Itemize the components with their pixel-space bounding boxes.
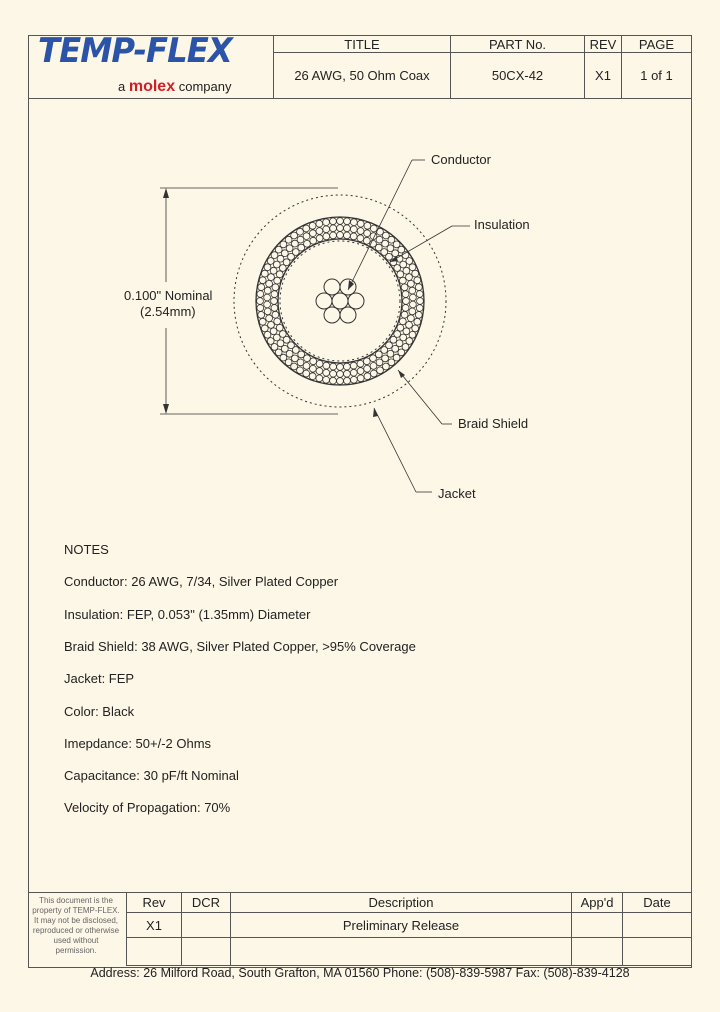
part-no-value: 50CX-42 xyxy=(451,53,585,99)
braid-strand xyxy=(323,219,330,226)
braid-strand xyxy=(370,225,377,232)
braid-strand xyxy=(417,298,424,305)
braid-strand xyxy=(412,270,419,277)
braid-strand xyxy=(316,375,323,382)
braid-strand xyxy=(402,305,409,312)
conductor-strands xyxy=(316,279,364,323)
braid-strand xyxy=(403,328,410,335)
insulation-outline xyxy=(280,241,400,361)
row-rev: X1 xyxy=(127,913,182,938)
note-item: Insulation: FEP, 0.053" (1.35mm) Diameter xyxy=(64,607,311,622)
braid-strand xyxy=(337,364,344,371)
braid-strand xyxy=(276,271,283,278)
braid-strand xyxy=(415,284,422,291)
braid-strand xyxy=(330,370,337,377)
braid-strand xyxy=(409,264,416,271)
braid-strand xyxy=(309,373,316,380)
braid-strand xyxy=(414,277,421,284)
footer-address: Address: 26 Milford Road, South Grafton, MA 01560 Phone: (508)-839-5987 Fax: (508)-839-4128 xyxy=(90,966,630,980)
braid-strand xyxy=(399,318,406,325)
braid-strand xyxy=(272,284,279,291)
braid-strand xyxy=(337,218,344,225)
braid-inner xyxy=(278,239,402,363)
braid-strand xyxy=(316,360,323,367)
braid-strand xyxy=(401,311,408,318)
braid-strand xyxy=(276,324,283,331)
page-header: PAGE xyxy=(622,36,692,53)
braid-strand xyxy=(268,274,275,281)
braid-strand xyxy=(344,232,351,239)
braid-strand xyxy=(344,377,351,384)
braid-strand xyxy=(316,228,323,235)
braid-strand xyxy=(357,368,364,375)
braid-strand xyxy=(261,270,268,277)
braid-strand xyxy=(337,232,344,239)
part-no-header: PART No. xyxy=(451,36,585,53)
braid-strand xyxy=(330,225,337,232)
braid-strand xyxy=(406,274,413,281)
braid-strand xyxy=(344,363,351,370)
braid-strand xyxy=(271,305,278,312)
braid-strand xyxy=(304,240,311,247)
description-col-header: Description xyxy=(231,893,572,913)
dcr-col-header: DCR xyxy=(182,893,231,913)
braid-strand xyxy=(416,305,423,312)
braid-strand xyxy=(266,315,273,322)
jacket-label: Jacket xyxy=(438,486,476,501)
row-appd xyxy=(572,913,623,938)
braid-strand xyxy=(409,331,416,338)
rev-header: REV xyxy=(585,36,622,53)
braid-strand xyxy=(303,370,310,377)
braid-strand xyxy=(370,363,377,370)
braid-strand xyxy=(264,308,271,315)
braid-strand xyxy=(403,267,410,274)
rev-value: X1 xyxy=(585,53,622,99)
braid-strand xyxy=(303,225,310,232)
braid-shield-label: Braid Shield xyxy=(458,416,529,431)
braid-strand xyxy=(351,219,358,226)
braid-strand xyxy=(357,375,364,382)
braid-strand xyxy=(268,322,275,329)
braid-strand xyxy=(261,325,268,332)
tagline-suffix: company xyxy=(178,79,232,94)
note-item: Imepdance: 50+/-2 Ohms xyxy=(64,736,212,751)
title-value: 26 AWG, 50 Ohm Coax xyxy=(274,53,451,99)
row-description: Preliminary Release xyxy=(231,913,572,938)
braid-strand xyxy=(257,291,264,298)
braid-strand xyxy=(364,230,371,237)
braid-leader xyxy=(398,370,442,424)
braid-strand xyxy=(409,287,416,294)
braid-strand xyxy=(410,294,417,301)
braid-strand xyxy=(330,377,337,384)
braid-strand xyxy=(337,371,344,378)
braid-strand xyxy=(264,287,271,294)
braid-strand xyxy=(397,324,404,331)
jacket-leader xyxy=(374,408,416,492)
braid-strand xyxy=(406,258,413,265)
braid-strand xyxy=(309,222,316,229)
braid-strand xyxy=(259,318,266,325)
braid-strand xyxy=(377,367,384,374)
braid-strand xyxy=(264,264,271,271)
note-item: Conductor: 26 AWG, 7/34, Silver Plated Copper xyxy=(64,574,339,589)
braid-strand xyxy=(323,233,330,240)
braid-strand xyxy=(357,235,364,242)
braid-strand xyxy=(258,284,265,291)
braid-strand xyxy=(271,298,278,305)
braid-strand xyxy=(316,235,323,242)
note-item: Jacket: FEP xyxy=(64,671,135,686)
tagline-prefix: a xyxy=(118,79,126,94)
note-item: Capacitance: 30 pF/ft Nominal xyxy=(64,768,239,783)
braid-strand xyxy=(264,331,271,338)
braid-strand xyxy=(364,222,371,229)
braid-strand xyxy=(410,301,417,308)
braid-strand xyxy=(337,225,344,232)
braid-strand xyxy=(351,376,358,383)
braid-strand xyxy=(350,233,357,240)
braid-strand xyxy=(316,220,323,227)
braid-strand xyxy=(271,291,278,298)
braid-strand xyxy=(401,284,408,291)
braid-strand xyxy=(257,298,264,305)
temp-flex-logo: TEMP-FLEX xyxy=(38,31,232,71)
note-item: Velocity of Propagation: 70% xyxy=(64,800,231,815)
braid-strand xyxy=(409,308,416,315)
braid-strand xyxy=(323,362,330,369)
braid-strand xyxy=(344,370,351,377)
braid-strand xyxy=(357,220,364,227)
conductor-label: Conductor xyxy=(431,152,491,167)
braid-strand xyxy=(272,311,279,318)
table-row xyxy=(127,913,692,938)
braid-strand xyxy=(403,298,410,305)
braid-strand xyxy=(412,325,419,332)
braid-strand xyxy=(350,369,357,376)
dimension-label-inch: 0.100" Nominal xyxy=(124,288,213,303)
dim-arrow-top xyxy=(163,188,169,198)
dimension-label-mm: (2.54mm) xyxy=(140,304,196,319)
braid-strand xyxy=(259,277,266,284)
braid-strand xyxy=(264,301,271,308)
braid-strand xyxy=(316,368,323,375)
disclaimer-text: This document is the property of TEMP-FLEX. It may not be disclosed, reproduced or otherwise used without permission. xyxy=(32,896,120,955)
braid-strand xyxy=(364,365,371,372)
braid-strand xyxy=(330,363,337,370)
rev-col-header: Rev xyxy=(127,893,182,913)
revision-table xyxy=(126,892,692,966)
braid-strand xyxy=(415,312,422,319)
braid-strand xyxy=(274,318,281,325)
braid-strand xyxy=(357,360,364,367)
note-item: Color: Black xyxy=(64,704,135,719)
braid-strand xyxy=(350,362,357,369)
braid-strand xyxy=(323,226,330,233)
braid-strand xyxy=(397,271,404,278)
braid-strand xyxy=(310,237,317,244)
braid-strand xyxy=(273,334,280,341)
notes-heading: NOTES xyxy=(64,542,109,557)
note-item: Braid Shield: 38 AWG, Silver Plated Copper, >95% Coverage xyxy=(64,639,416,654)
row-date xyxy=(623,913,692,938)
braid-strand xyxy=(416,291,423,298)
insulation-leader xyxy=(390,226,452,262)
braid-strand xyxy=(370,370,377,377)
braid-strand xyxy=(406,322,413,329)
braid-strand xyxy=(399,277,406,284)
appd-col-header: App'd xyxy=(572,893,623,913)
braid-strand xyxy=(264,294,271,301)
row-dcr xyxy=(182,913,231,938)
braid-strand xyxy=(323,376,330,383)
braid-strand xyxy=(357,228,364,235)
braid-strand xyxy=(363,358,370,365)
table-row xyxy=(127,938,692,966)
braid-strand xyxy=(414,318,421,325)
dim-arrow-bottom xyxy=(163,404,169,414)
braid-strand xyxy=(350,226,357,233)
braid-strand xyxy=(408,315,415,322)
molex-logo: molex xyxy=(128,78,176,95)
braid-strand xyxy=(303,233,310,240)
braid-strand xyxy=(266,280,273,287)
braid-strand xyxy=(370,355,377,362)
braid-strand xyxy=(267,338,274,345)
braid-strand xyxy=(274,277,281,284)
insulation-label: Insulation xyxy=(474,217,530,232)
date-col-header: Date xyxy=(623,893,692,913)
braid-strand xyxy=(344,225,351,232)
braid-strand xyxy=(344,218,351,225)
braid-strand xyxy=(297,228,304,235)
braid-strand xyxy=(310,358,317,365)
braid-strand xyxy=(364,373,371,380)
braid-strand xyxy=(330,218,337,225)
braid-strand xyxy=(270,267,277,274)
braid-strand xyxy=(310,365,317,372)
braid-strand xyxy=(257,305,264,312)
braid-strand xyxy=(323,369,330,376)
braid-strand xyxy=(408,280,415,287)
braid-strand xyxy=(363,237,370,244)
braid-strand xyxy=(337,378,344,385)
braid-strand xyxy=(402,291,409,298)
title-header: TITLE xyxy=(274,36,451,53)
braid-strand xyxy=(258,312,265,319)
braid-strand xyxy=(310,230,317,237)
braid-strand xyxy=(330,232,337,239)
braid-strand xyxy=(400,261,407,268)
braid-strand xyxy=(270,328,277,335)
page-value: 1 of 1 xyxy=(622,53,692,99)
